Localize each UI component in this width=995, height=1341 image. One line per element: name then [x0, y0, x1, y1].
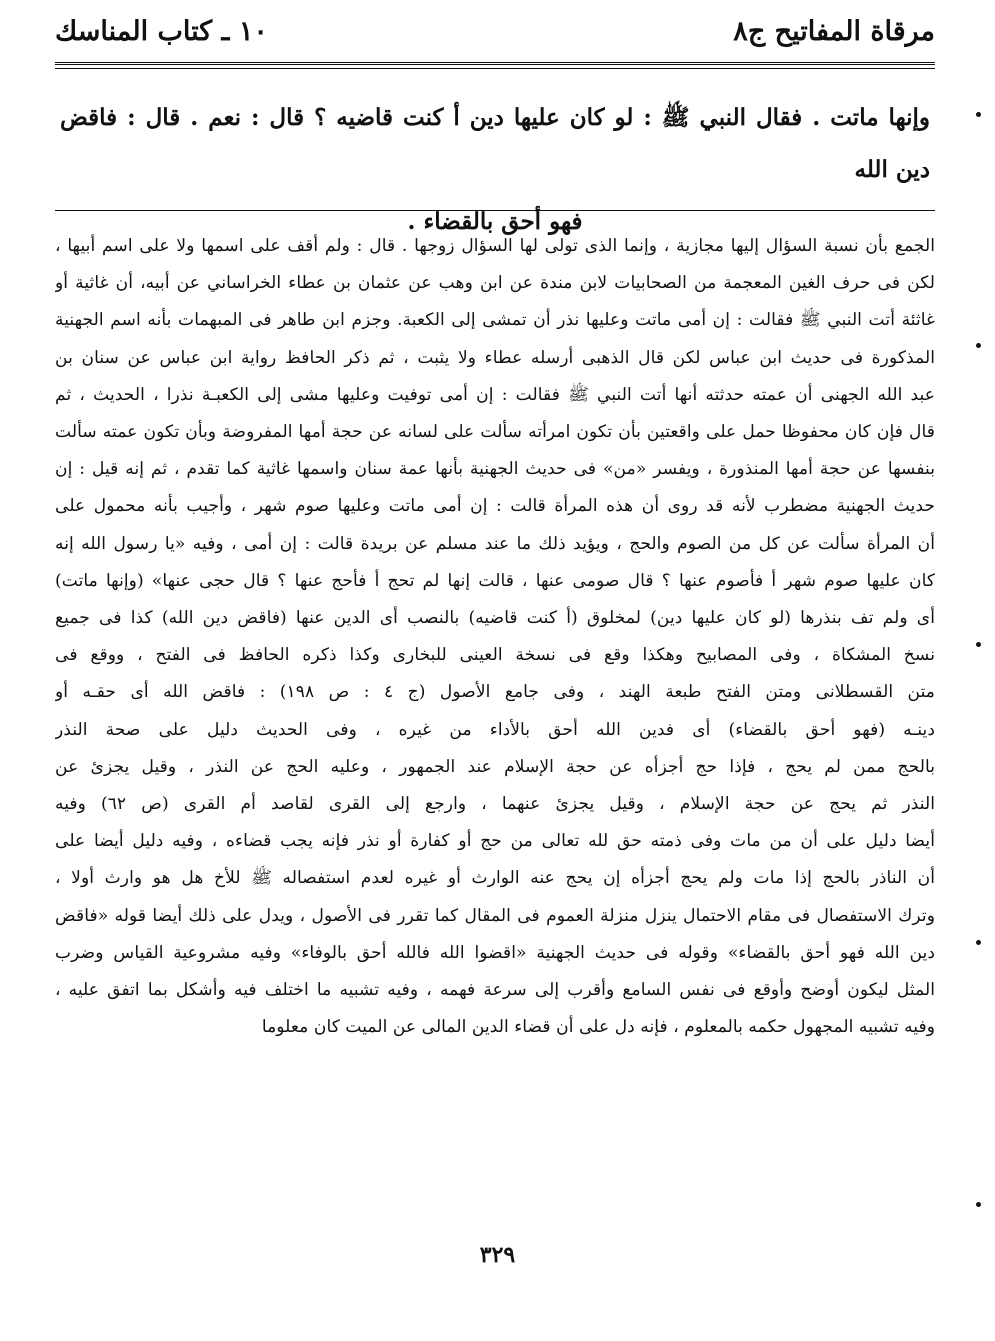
margin-dot: [976, 1202, 981, 1207]
commentary-line: المذكورة فى حديث ابن عباس لكن قال الذهبى أرسله عطاء ولا يثبت ، ثم ذكر الحافظ رواية ابن عباس عن سنان بن: [55, 347, 935, 368]
margin-dot: [976, 940, 981, 945]
commentary-line: بالحج ممن لم يحج ، فإذا حج أجزأه عن حجة الإسلام عند الجمهور ، وعليه الحج عن النذر ، وقيل يجزئ عن: [55, 756, 935, 777]
commentary-line: بنفسها عن حجة أمها المنذورة ، ويفسر «من» فى حديث الجهنية بأنها عمة سنان واسمها غاثية كما تقدم ، ثم إنه قيل : إن: [55, 459, 935, 480]
hadith-line: وإنها ماتت . فقال النبي ﷺ : لو كان عليها دين أ كنت قاضيه ؟ قال : نعم . قال : فاقض دين الله: [60, 104, 930, 183]
commentary-line: المثل ليكون أوضح وأوقع فى نفس السامع وأقرب إلى سرعة فهمه ، وفيه تشبيه ما اختلف فيه وأشكل بما اتفق عليه ،: [55, 980, 935, 1001]
commentary-line: غاثئة أتت النبي ﷺ فقالت : إن أمى ماتت وعليها نذر أن تمشى إلى الكعبة. وجزم ابن طاهر فى المبهمات بأنه اسم الجهنية: [55, 310, 935, 331]
margin-dot: [976, 112, 981, 117]
commentary-line: دين الله فهو أحق بالقضاء» وقوله فى حديث الجهنية «اقضوا الله فالله أحق بالوفاء» وفيه مشروعية القياس وضرب: [55, 942, 935, 963]
commentary-line: وترك الاستفصال فى مقام الاحتمال ينزل منزلة العموم فى المقال كما تقرر فى الأصول ، ويدل على ذلك أيضا قوله «فاقض: [55, 905, 935, 926]
commentary-line: أن الناذر بالحج إذا مات ولم يحج أجزأه إن يحج عنه الوارث أو غيره لعدم استفصاله ﷺ للأخ هل هو وارث أولا ،: [55, 868, 935, 889]
commentary-line: الجمع بأن نسبة السؤال إليها مجازية ، وإنما الذى تولى لها السؤال زوجها . قال : ولم أقف على اسمها ولا على اسم أبيها ،: [55, 236, 935, 256]
commentary-line: نسخ المشكاة ، وفى المصابيح وهكذا وقع فى نسخة العينى للبخارى وكذا ذكره الحافظ فى الفتح ، ووقع فى: [55, 645, 935, 666]
margin-dot: [976, 642, 981, 647]
commentary-line: أن المرأة سألت عن كل من الصوم والحج ، ويؤيد ذلك ما عند مسلم عن بريدة قالت : إن أمى ، وفيه «يا رسول الله إنه: [55, 533, 935, 554]
page-number: ٣٢٩: [479, 1242, 516, 1268]
commentary-line: عبد الله الجهنى أن عمته حدثته أنها أتت النبي ﷺ فقالت : إن أمى توفيت وعليها مشى إلى الكعبـة نذرا ، الحديث ، ثم: [55, 384, 935, 405]
commentary-line: النذر ثم يحج عن حجة الإسلام ، وقيل يجزئ عنهما ، وارجع إلى القرى لقاصد أم القرى (ص ٦٢) وفيه: [55, 794, 935, 815]
section-divider: [55, 210, 935, 211]
hadith-line: فهو أحق بالقضاء .: [407, 208, 583, 235]
commentary-line: متن القسطلانى ومتن الفتح طبعة الهند ، وفى جامع الأصول (ج ٤ : ص ١٩٨) : فاقض الله أى حقـه أو: [55, 682, 935, 703]
hadith-text: [60, 92, 930, 248]
commentary-line: حديث الجهنية مضطرب لأنه قد روى أن هذه المرأة قالت : إن أمى ماتت وعليها صوم شهر ، وأجيب بأنه محمول على: [55, 496, 935, 517]
margin-dot: [976, 343, 981, 348]
page-header: [55, 10, 935, 56]
chapter-title: ١٠ ـ كتاب المناسك: [55, 16, 268, 47]
header-rule: [55, 62, 935, 69]
commentary-line: لكن فى حرف الغين المعجمة من الصحابيات لابن مندة عن ابن وهب عن عثمان بن عطاء الخراساني عن أبيه، أن غاثية أو: [55, 273, 935, 294]
commentary-text: [55, 228, 935, 1228]
commentary-line: كان عليها صوم شهر أ فأصوم عنها ؟ قال صومى عنها ، قالت إنها لم تحج أ فأحج عنها ؟ قال حجى عنها» (وإنها ماتت): [55, 570, 935, 591]
commentary-line: أى ولم تف بنذرها (لو كان عليها دين) لمخلوق (أ كنت قاضيه) بالنصب أى الدين عنها (فاقض دين الله) كذا فى جميع: [55, 608, 935, 629]
commentary-line: قال فإن كان محفوظا حمل على واقعتين بأن تكون امرأته سألت على لسانه عن حجة أمها المفروضة وبأن تكون عمته سألت: [55, 422, 935, 443]
commentary-line: وفيه تشبيه المجهول حكمه بالمعلوم ، فإنه دل على أن قضاء الدين المالى عن الميت كان معلوما: [261, 1017, 935, 1038]
commentary-line: دينـه (فهو أحق بالقضاء) أى فدين الله أحق بالأداء من غيره ، وفى الحديث دليل على صحة النذر: [55, 719, 935, 740]
commentary-line: أيضا دليل على أن من مات وفى ذمته حق لله تعالى من حج أو كفارة أو نذر فإنه يجب قضاءه ، وفيه دليل أيضا على: [55, 831, 935, 852]
book-title: مرقاة المفاتيح ج٨: [733, 16, 935, 47]
